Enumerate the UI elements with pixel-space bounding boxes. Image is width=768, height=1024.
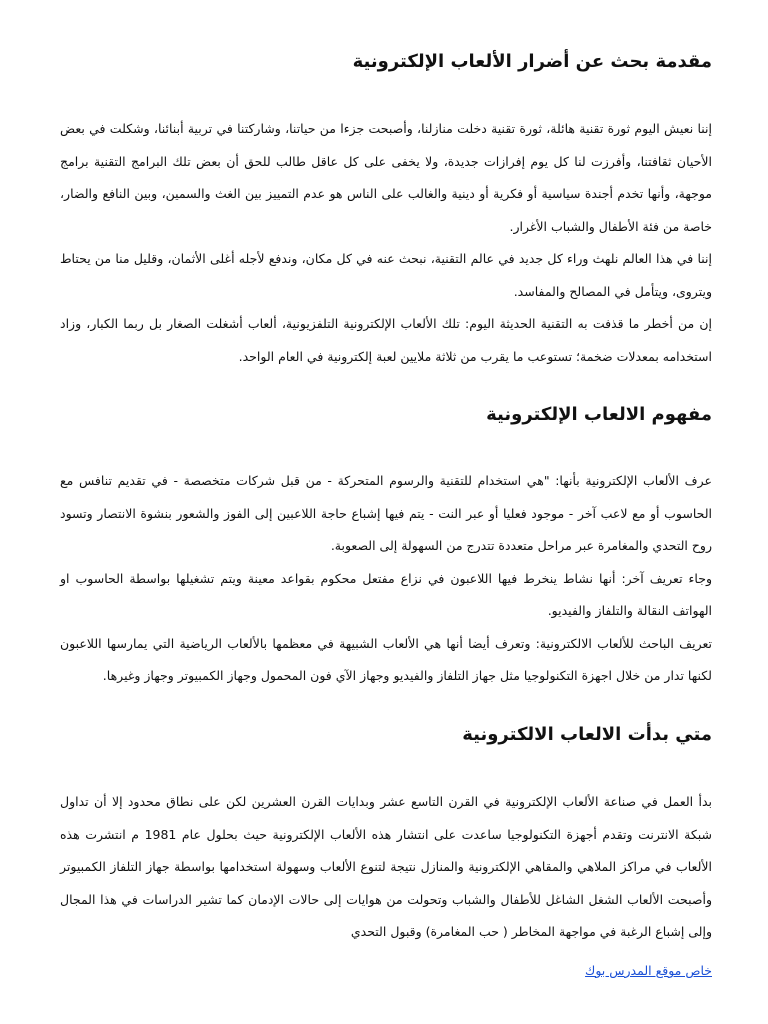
section-body-concept	[60, 465, 712, 693]
section-title-concept: مفهوم الالعاب الإلكترونية	[486, 404, 712, 425]
paragraph: إننا في هذا العالم نلهث وراء كل جديد في عالم التقنية، نبحث عنه في كل مكان، وندفع لأجله أغلى الأثمان، وقليل منا من يحتاط ويتروى، ويتأمل في المصالح والمفاسد.	[60, 251, 712, 299]
section-body-introduction	[60, 113, 712, 373]
paragraph: بدأ العمل في صناعة الألعاب الإلكترونية في القرن التاسع عشر وبدايات القرن العشرين لكن على نطاق محدود إلا أن تداول شبكة الانترنت وتقدم أجهزة التكنولوجيا ساعدت على انتشار هذه الألعاب الإلكترونية حيث بحلول عام 1981 م انتشرت هذه الألعاب في مراكز الملاهي والمقاهي الإلكترونية والمنازل نتيجة لتنوع الألعاب وسهولة استخدامها بواسطة جهاز التلفاز الكمبيوتر وأصبحت الألعاب الشغل الشاغل للأطفال والشباب وتحولت من هوايات إلى حالات الإدمان كما تشير الدراسات في هذا المجال وإلى إشباع الرغبة في مواجهة المخاطر ( حب المغامرة) وقبول التحدي	[60, 794, 712, 939]
section-title-introduction: مقدمة بحث عن أضرار الألعاب الإلكترونية	[352, 51, 712, 72]
paragraph: إن من أخطر ما قذفت به التقنية الحديثة اليوم: تلك الألعاب الإلكترونية التلفزيونية، ألعاب أشغلت الصغار بل ربما الكبار، وزاد استخدامه بمعدلات ضخمة؛ تستوعب ما يقرب من ثلاثة ملايين لعبة إلكترونية في العام الواحد.	[60, 316, 712, 364]
paragraph: وجاء تعريف آخر: أنها نشاط ينخرط فيها اللاعبون في نزاع مفتعل محكوم بقواعد معينة ويتم تشغيلها بواسطة الحاسوب او الهواتف النقالة والتلفاز والفيديو.	[60, 570, 712, 618]
section-title-history: متي بدأت الالعاب الالكترونية	[462, 724, 712, 745]
source-link[interactable]: خاص موقع المدرس بوك	[585, 963, 712, 978]
paragraph: عرف الألعاب الإلكترونية بأنها: "هي استخدام للتقنية والرسوم المتحركة - من قبل شركات متخصصة - في تقديم تنافس مع الحاسوب أو مع لاعب آخر - موجود فعليا أو عبر النت - يتم فيها إشباع حاجة اللاعبين إلى الفوز والشعور بنشوة الانتصار وتسود روح التحدي والمغامرة عبر مراحل متعددة تتدرج من السهولة إلى الصعوبة.	[60, 473, 712, 553]
section-body-history	[60, 786, 712, 949]
paragraph: إننا نعيش اليوم ثورة تقنية هائلة، ثورة تقنية دخلت منازلنا، وأصبحت جزءا من حياتنا، وشاركتنا في تربية أبنائنا، وشكلت في بعض الأحيان ثقافتنا، وأفرزت لنا كل يوم إفرازات جديدة، ولا يخفى على كل عاقل طالب للحق أن بعض تلك البرامج التقنية برامج موجهة، وأنها تخدم أجندة سياسية أو فكرية أو دينية والغالب على الناس هو عدم التمييز بين الغث والسمين، وبين النافع والضار، خاصة من فئة الأطفال والشباب الأغرار.	[60, 121, 712, 234]
paragraph: تعريف الباحث للألعاب الالكترونية: وتعرف أيضا أنها هي الألعاب الشبيهة في معظمها بالألعاب الرياضية التي يمارسها اللاعبون لكنها تدار من خلال اجهزة التكنولوجيا مثل جهاز التلفاز والفيديو وجهاز الآي فون المحمول وجهاز الكمبيوتر وجهاز وغيرها.	[60, 635, 712, 683]
